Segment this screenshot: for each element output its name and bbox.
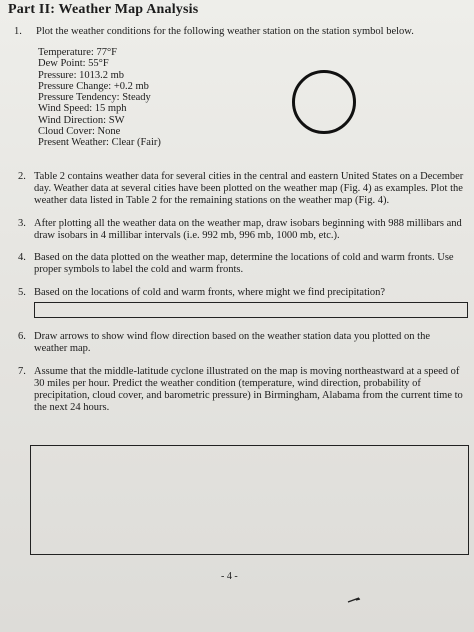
question-text: Table 2 contains weather data for several cities in the central and eastern United States on a December day. Weather data at several cities have been plotted on the weather map (Fig. 4) as examples. Plot the weather data listed in Table 2 for the remaining stations on the weather map (Fig. 4). (34, 171, 464, 206)
station-symbol-circle[interactable] (292, 70, 356, 134)
question-number: 1. (14, 26, 22, 37)
answer-box-5[interactable] (34, 302, 468, 318)
station-pressure-tendency: Pressure Tendency: Steady (38, 92, 151, 104)
question-text: Based on the locations of cold and warm fronts, where might we find precipitation? (34, 287, 386, 298)
question-text: Draw arrows to show wind flow direction based on the weather station data you plotted on the weather map. (34, 331, 430, 354)
station-cloud-cover: Cloud Cover: None (38, 126, 121, 138)
section-title: Part II: Weather Map Analysis (8, 2, 199, 17)
question-text: Based on the data plotted on the weather map, determine the locations of cold and warm fronts. Use proper symbols to label the cold and warm fronts. (34, 252, 454, 275)
question-number: 5. (18, 287, 26, 298)
question-number: 6. (18, 331, 26, 342)
pen-mark-icon (347, 597, 361, 603)
question-number: 3. (18, 218, 26, 229)
question-text: After plotting all the weather data on the weather map, draw isobars beginning with 988 millibars and draw isobars in 4 millibar intervals (i.e. 992 mb, 996 mb, 1000 mb, etc.). (34, 218, 462, 241)
station-dew-point: Dew Point: 55°F (38, 58, 109, 70)
question-number: 2. (18, 171, 26, 182)
question-number: 7. (18, 366, 26, 377)
station-wind-speed: Wind Speed: 15 mph (38, 103, 127, 115)
station-temperature: Temperature: 77°F (38, 47, 117, 58)
page-number: - 4 - (221, 571, 238, 582)
question-text: Plot the weather conditions for the following weather station on the station symbol below. (36, 26, 414, 37)
station-data-list (38, 47, 161, 149)
station-pressure: Pressure: 1013.2 mb (38, 69, 125, 81)
station-present-weather: Present Weather: Clear (Fair) (38, 137, 161, 149)
station-wind-direction: Wind Direction: SW (38, 114, 125, 126)
question-text: Assume that the middle-latitude cyclone illustrated on the map is moving northeastward at a speed of 30 miles per hour. Predict the weather condition (temperature, wind direction, probability of precipitation, cloud cover, and barometric pressure) in Birmingham, Alabama from the current time to the next 24 hours. (34, 366, 463, 413)
question-number: 4. (18, 252, 26, 263)
station-pressure-change: Pressure Change: +0.2 mb (38, 80, 149, 92)
answer-box-7[interactable] (30, 445, 469, 555)
